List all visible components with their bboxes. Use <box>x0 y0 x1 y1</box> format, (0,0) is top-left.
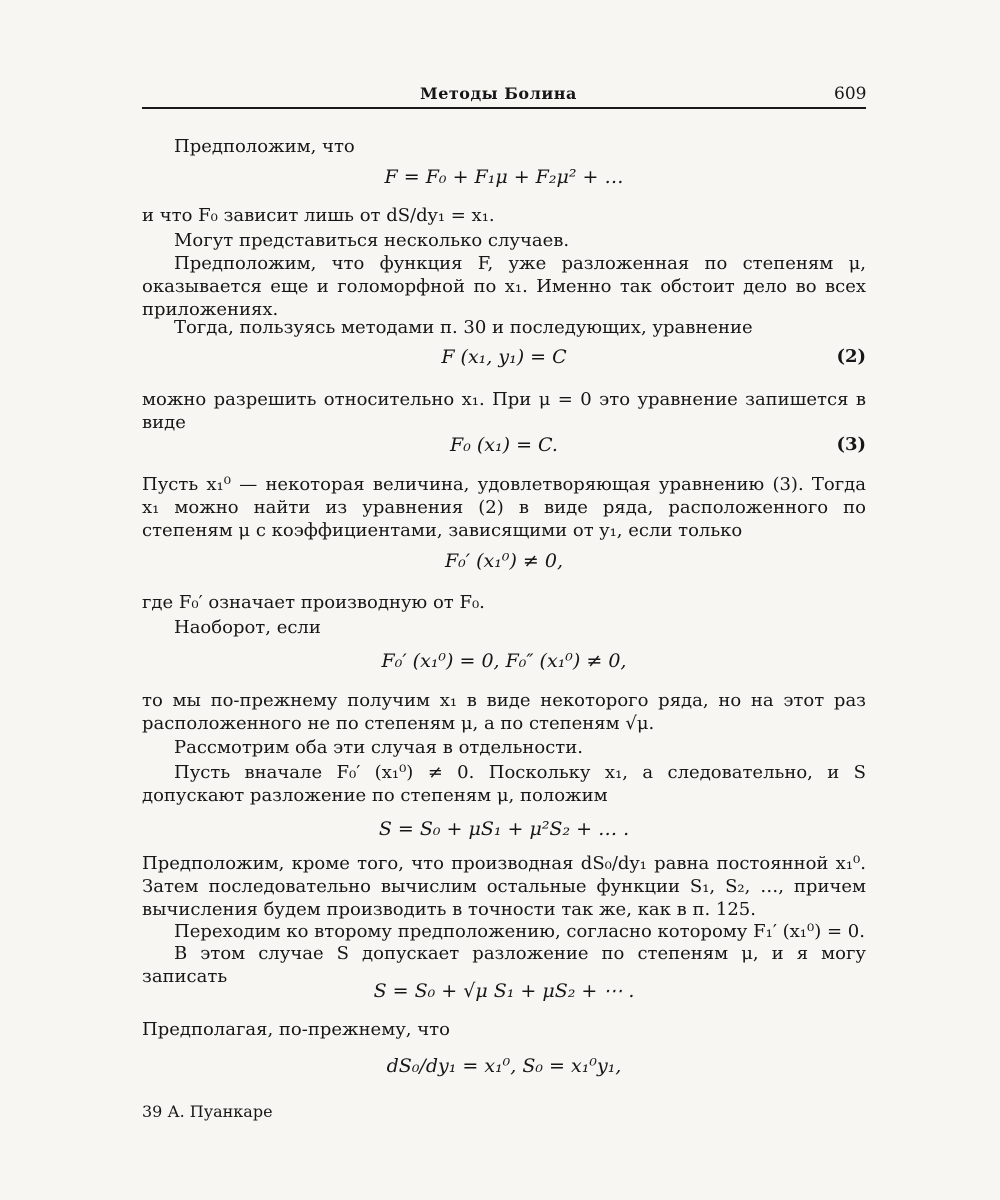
equation: S = S₀ + μS₁ + μ²S₂ + … . <box>378 818 630 840</box>
equation: F₀ (x₁) = C. <box>450 434 558 456</box>
equation-number: (3) <box>836 434 866 455</box>
paragraph: Предположим, кроме того, что производная dS₀/dy₁ равна постоянной x₁⁰. Затем последовательно вычислим остальные функции S₁, S₂, …, причем вычисления будем производить в точности так же, как в п. 125. <box>142 853 866 920</box>
header-rule <box>142 107 866 109</box>
paragraph: и что F₀ зависит лишь от dS/dy₁ = x₁. <box>142 205 495 226</box>
equation: S = S₀ + √μ S₁ + μS₂ + ⋯ . <box>373 980 635 1002</box>
equation: dS₀/dy₁ = x₁⁰, S₀ = x₁⁰y₁, <box>386 1055 622 1077</box>
paragraph: то мы по-прежнему получим x₁ в виде некоторого ряда, но на этот раз расположенного не по степеням μ, а по степеням √μ. <box>142 690 866 734</box>
paragraph: Предположим, что <box>174 136 355 157</box>
paragraph: Предполагая, по-прежнему, что <box>142 1019 450 1040</box>
paragraph: В этом случае S допускает разложение по степеням μ, и я могу записать <box>142 943 866 987</box>
paragraph: Переходим ко второму предположению, согласно которому F₁′ (x₁⁰) = 0. <box>174 921 865 942</box>
paragraph: где F₀′ означает производную от F₀. <box>142 592 485 613</box>
paragraph: Тогда, пользуясь методами п. 30 и последующих, уравнение <box>174 317 753 338</box>
equation: F (x₁, y₁) = C <box>441 346 567 368</box>
equation: F₀′ (x₁⁰) = 0, F₀″ (x₁⁰) ≠ 0, <box>381 650 627 672</box>
footer-signature: 39 А. Пуанкаре <box>142 1102 273 1121</box>
equation: F = F₀ + F₁μ + F₂μ² + … <box>384 166 624 188</box>
page-number: 609 <box>834 84 867 104</box>
equation-number: (2) <box>836 346 866 367</box>
paragraph: Могут представиться несколько случаев. <box>174 230 570 251</box>
paragraph: Рассмотрим оба эти случая в отдельности. <box>174 737 583 758</box>
equation: F₀′ (x₁⁰) ≠ 0, <box>444 550 564 572</box>
running-header-title: Методы Болина <box>420 84 577 103</box>
paragraph: Пусть x₁⁰ — некоторая величина, удовлетворяющая уравнению (3). Тогда x₁ можно найти из уравнения (2) в виде ряда, расположенного по степеням μ с коэффициентами, зависящими от y₁, если только <box>142 474 866 541</box>
paragraph: можно разрешить относительно x₁. При μ = 0 это уравнение запишется в виде <box>142 389 866 433</box>
paragraph: Пусть вначале F₀′ (x₁⁰) ≠ 0. Поскольку x₁, а следовательно, и S допускают разложение по степеням μ, положим <box>142 762 866 806</box>
paragraph: Наоборот, если <box>174 617 321 638</box>
paragraph: Предположим, что функция F, уже разложенная по степеням μ, оказывается еще и голоморфной по x₁. Именно так обстоит дело во всех приложениях. <box>142 253 866 320</box>
